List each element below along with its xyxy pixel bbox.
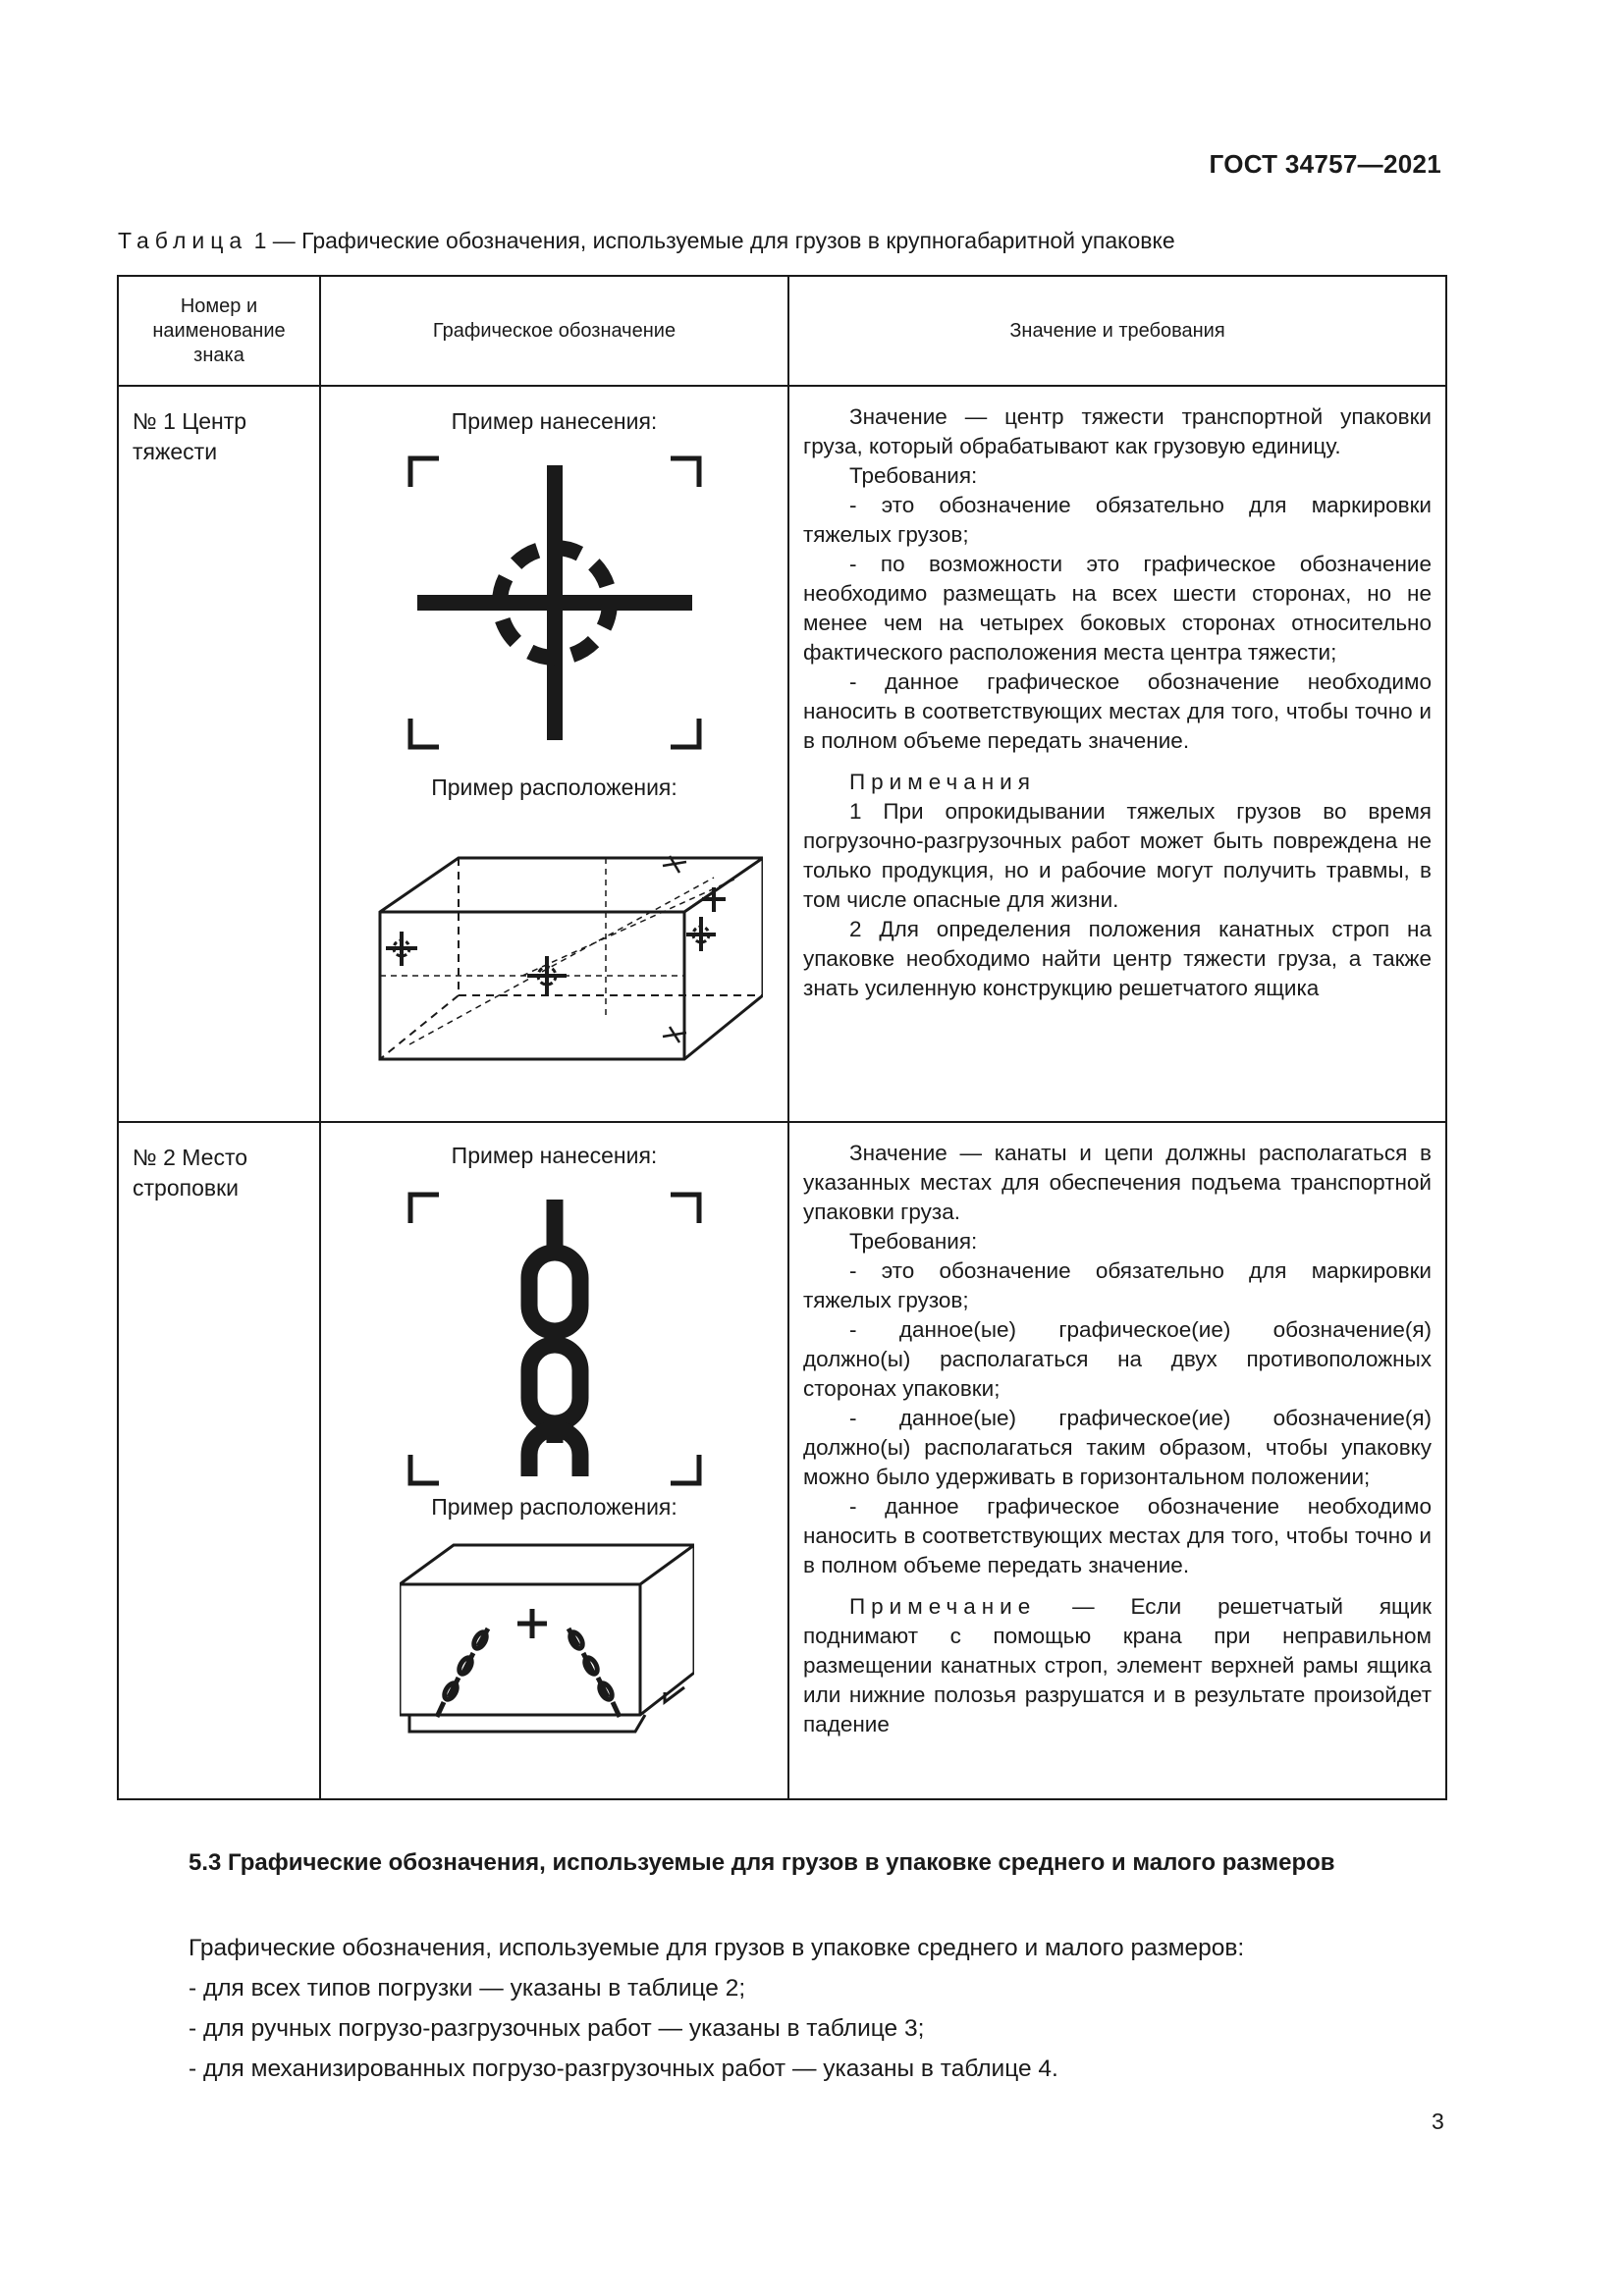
note-item: 1 При опрокидывании тяжелых грузов во время погрузочно-разгрузочных работ может быть повреждена не только продукция, но и рабочие могут получить травмы, в том числе опасные для жизни. [803, 799, 1432, 912]
section-list-item: - для всех типов погрузки — указаны в таблице 2; [189, 1975, 746, 2002]
sign-name: № 2 Место строповки [118, 1122, 320, 1799]
requirement-item: - это обозначение обязательно для маркировки тяжелых грузов; [803, 493, 1432, 547]
table-row [118, 386, 1446, 1122]
page-number: 3 [1432, 2109, 1444, 2134]
example-place-label: Пример расположения: [431, 1494, 677, 1520]
section-list-item: - для ручных погрузо-разгрузочных работ — указаны в таблице 3; [189, 2015, 925, 2042]
crate-with-chain-marks-icon [400, 1530, 694, 1756]
table-caption [118, 228, 1175, 254]
note-paragraph [803, 1592, 1432, 1739]
requirement-item: - данное графическое обозначение необходимо наносить в соответствующих местах для того, чтобы точно и в полном объеме передать значение. [803, 669, 1432, 753]
notes-title: Примечания [849, 770, 1036, 794]
meaning-cell [788, 1122, 1446, 1799]
example-apply-label: Пример нанесения: [451, 408, 658, 434]
document-code: ГОСТ 34757—2021 [1209, 149, 1441, 179]
requirements-heading: Требования: [849, 1229, 978, 1254]
requirement-item: - данное(ые) графическое(ие) обозначение(я) должно(ы) располагаться на двух противоположных сторонах упаковки; [803, 1317, 1432, 1401]
section-heading: 5.3 Графические обозначения, используемые для грузов в упаковке среднего и малого размеров [189, 1849, 1335, 1876]
requirements-heading: Требования: [849, 463, 978, 488]
requirement-item: - это обозначение обязательно для маркировки тяжелых грузов; [803, 1258, 1432, 1312]
table-row [118, 1122, 1446, 1799]
meaning-cell [788, 386, 1446, 1122]
header-meaning: Значение и требования [788, 276, 1446, 386]
meaning-paragraph: Значение — канаты и цепи должны располагаться в указанных местах для обеспечения подъема транспортной упаковки груза. [803, 1141, 1432, 1224]
header-graphic: Графическое обозначение [320, 276, 788, 386]
section-intro: Графические обозначения, используемые для грузов в упаковке среднего и малого размеров: [189, 1935, 1245, 1961]
table-header-row [118, 276, 1446, 386]
symbols-table [117, 275, 1447, 1800]
graphic-cell [320, 386, 788, 1122]
caption-prefix: Таблица [118, 228, 248, 253]
crate-with-cog-marks-icon [351, 819, 763, 1113]
requirement-item: - по возможности это графическое обозначение необходимо размещать на всех шести сторонах, но не менее чем на четырех боковых сторонах относительно фактического расположения места центра тяжести; [803, 552, 1432, 665]
graphic-cell [320, 1122, 788, 1799]
note-title: Примечание [849, 1594, 1037, 1619]
header-number-name: Номер и наименование знака [118, 276, 320, 386]
meaning-paragraph: Значение — центр тяжести транспортной упаковки груза, который обрабатывают как грузовую единицу. [803, 404, 1432, 458]
requirement-item: - данное графическое обозначение необходимо наносить в соответствующих местах для того, чтобы точно и в полном объеме передать значение. [803, 1494, 1432, 1577]
note-item: 2 Для определения положения канатных строп на упаковке необходимо найти центр тяжести груза, а также знать усиленную конструкцию решетчатого ящика [803, 917, 1432, 1000]
caption-text: 1 — Графические обозначения, используемые для грузов в крупногабаритной упаковке [247, 228, 1175, 253]
example-apply-label: Пример нанесения: [451, 1143, 658, 1168]
sign-name: № 1 Центр тяжести [118, 386, 320, 1122]
note-text: — Если решетчатый ящик поднимают с помощью крана при неправильном размещении канатных строп, элемент верхней рамы ящика или нижние полозья разрушатся и в результате произойдет падение [803, 1594, 1432, 1736]
center-of-gravity-icon [407, 455, 702, 750]
section-list-item: - для механизированных погрузо-разгрузочных работ — указаны в таблице 4. [189, 2056, 1058, 2082]
example-place-label: Пример расположения: [431, 774, 677, 800]
chain-icon [407, 1192, 702, 1486]
requirement-item: - данное(ые) графическое(ие) обозначение(я) должно(ы) располагаться таким образом, чтобы упаковку можно было удерживать в горизонтальном положении; [803, 1406, 1432, 1489]
